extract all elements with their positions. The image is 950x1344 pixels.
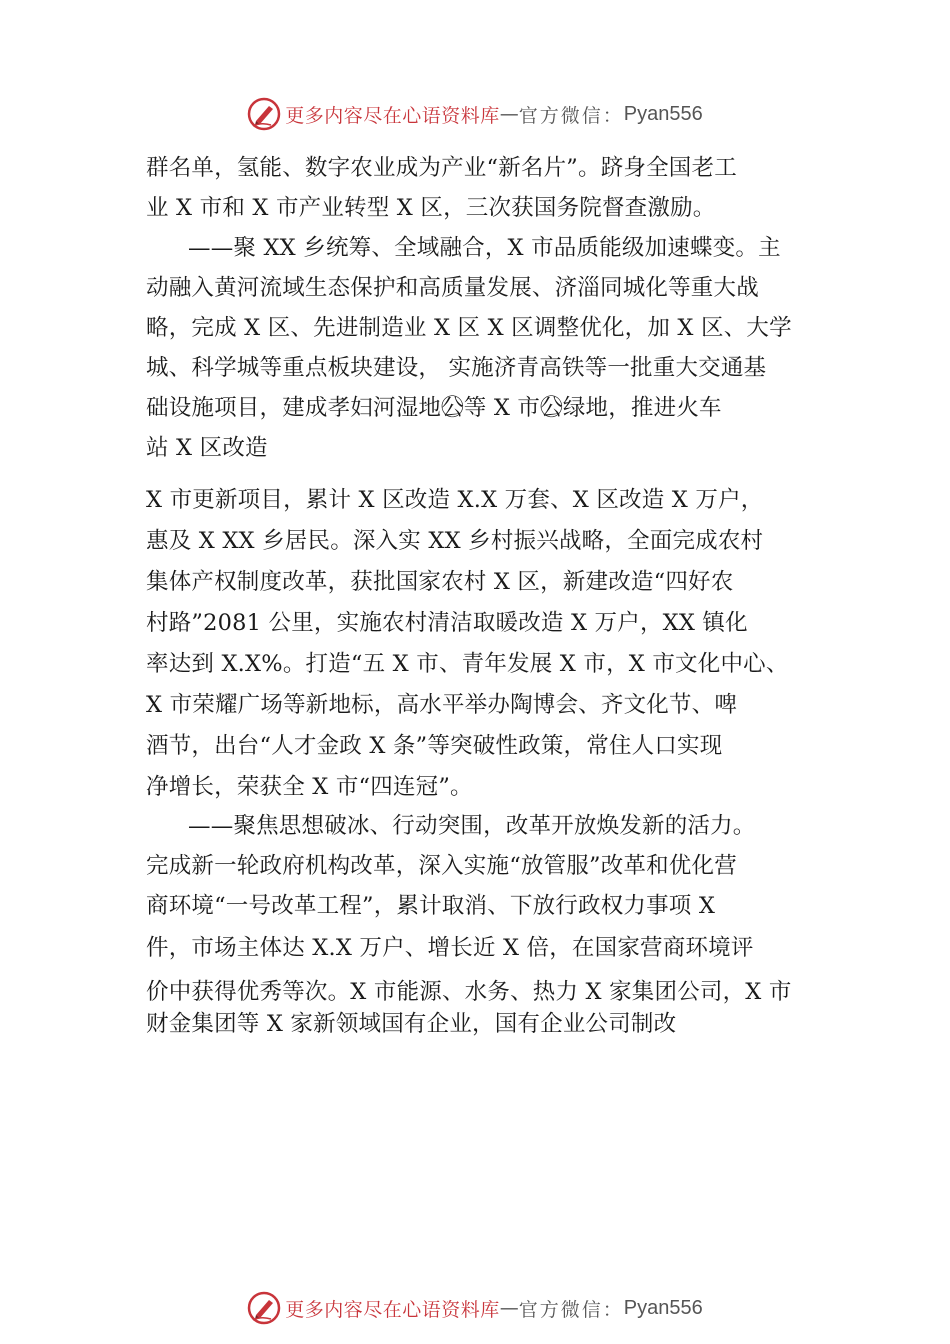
text-line: 商环境“一号改革工程”，累计取消、下放行政权力事项 X xyxy=(146,893,716,919)
text-line: 业 X 市和 X 市产业转型 X 区，三次获国务院督查激励。 xyxy=(146,195,716,221)
text-line: 础设施项目，建成孝妇河湿地公⃝等 X 市公⃝绿地，推进火车 xyxy=(146,395,722,421)
text-line: 件，市场主体达 X.X 万户、增长近 X 倍，在国家营商环境评 xyxy=(146,935,754,961)
text-line: 率达到 X.X%。打造“五 X 市、青年发展 X 市，X 市文化中心、 xyxy=(146,651,789,677)
watermark-site-text: 更多内容尽在心语资料库 xyxy=(285,1298,500,1321)
text-line: X 市更新项目，累计 X 区改造 X.X 万套、X 区改造 X 万户， xyxy=(146,487,764,513)
text-line: 动融入黄河流域生态保护和高质量发展、济淄同城化等重大战 xyxy=(146,275,759,301)
text-line: ——聚 XX 乡统筹、全域融合，X 市品质能级加速蝶变。主 xyxy=(188,235,781,261)
text-line: 价中获得优秀等次。X 市能源、水务、热力 X 家集团公司，X 市 xyxy=(146,979,792,1005)
pen-logo-icon xyxy=(247,97,281,131)
watermark-site-text: 更多内容尽在心语资料库 xyxy=(285,104,500,127)
text-line: 略，完成 X 区、先进制造业 X 区 X 区调整优化，加 X 区、大学 xyxy=(146,315,792,341)
header-watermark xyxy=(0,94,950,134)
watermark-wechat-label: 官方微信： xyxy=(518,1298,624,1321)
text-line: 集体产权制度改革，获批国家农村 X 区，新建改造“四好农 xyxy=(146,569,734,595)
watermark-wechat-id: Pyan556 xyxy=(623,102,703,125)
text-line: 净增长，荣获全 X 市“四连冠”。 xyxy=(146,774,473,800)
text-line: 酒节，出台“人才金政 X 条”等突破性政策，常住人口实现 xyxy=(146,733,723,759)
watermark-dash: — xyxy=(499,103,519,125)
text-line: 完成新一轮政府机构改革，深入实施“放管服”改革和优化营 xyxy=(146,853,737,879)
text-line: 财金集团等 X 家新领域国有企业，国有企业公司制改 xyxy=(146,1011,677,1037)
text-line: 站 X 区改造 xyxy=(146,435,268,461)
text-line: 村路”2081 公里，实施农村清洁取暖改造 X 万户，XX 镇化 xyxy=(146,610,748,636)
text-line: X 市荣耀广场等新地标，高水平举办陶博会、齐文化节、啤 xyxy=(146,692,738,718)
watermark-wechat-label: 官方微信： xyxy=(518,104,624,127)
text-line: 城、科学城等重点板块建设， 实施济青高铁等一批重大交通基 xyxy=(146,355,767,381)
text-line: ——聚焦思想破冰、行动突围，改革开放焕发新的活力。 xyxy=(188,813,756,839)
watermark-wechat-id: Pyan556 xyxy=(623,1296,703,1319)
pen-logo-icon xyxy=(247,1291,281,1325)
footer-watermark xyxy=(0,1288,950,1328)
text-line: 惠及 X XX 乡居民。深入实 XX 乡村振兴战略，全面完成农村 xyxy=(146,528,764,554)
text-line: 群名单，氢能、数字农业成为产业“新名片”。跻身全国老工 xyxy=(146,155,737,181)
watermark-dash: — xyxy=(499,1297,519,1319)
